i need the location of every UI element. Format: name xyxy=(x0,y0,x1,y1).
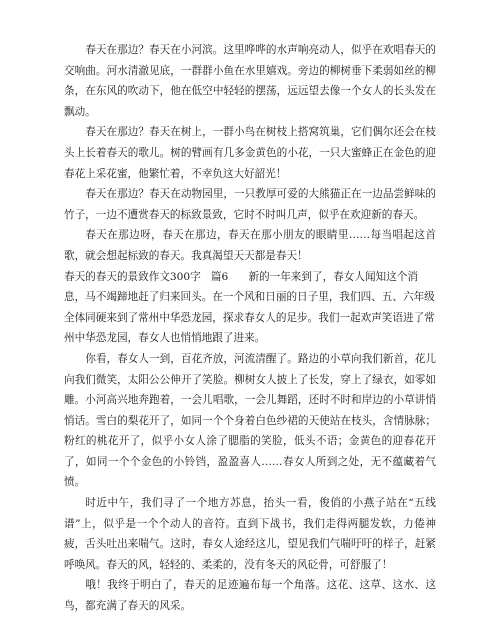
document-body xyxy=(64,40,436,617)
essay-heading-paragraph xyxy=(64,267,436,349)
essay-title: 春天的春天的景致作文300字 xyxy=(64,270,201,283)
paragraph-conclusion: 哦！我终于明白了，春天的足迹遍布每一个角落。这花、这草、这水、这鸟，都充满了春天的风采。 xyxy=(64,579,436,613)
essay-intro-text: 新的一年来到了，春女人闻知这个消息，马不竭蹄地赶了归来回头。在一个风和日丽的日子里，我们四、五、六年级全体同硬来到了常州中华恐龙园，探求春女人的足步。我们一起欢声笑语进了常州中华恐龙园，春女人也悄悄地跟了进来。 xyxy=(64,270,435,345)
paragraph-river: 春天在那边？春天在小河滨。这里哗哗的水声响亮动人，似乎在欢唱春天的交响曲。河水清澈见底，一群群小鱼在水里嬉戏。旁边的柳树垂下柔弱如丝的柳条，在东风的吹动下，他在低空中轻轻的摆荡，远远望去像一个女人的长头发在飘动。 xyxy=(64,44,436,118)
paragraph-eyes: 春天在那边呀，春天在那边，春天在那小朋友的眼睛里……每当唱起这首歌，就会想起标致的春天。我真渴望天天都是春天！ xyxy=(64,229,436,262)
paragraph-zoo: 春天在那边？春天在动物园里，一只教厚可爱的大熊猫正在一边品尝鲜味的竹子，一边不遭赏春天的标致景致，它时不时叫几声，似乎在欢迎新的春天。 xyxy=(64,188,436,221)
paragraph-tree: 春天在那边？春天在树上，一群小鸟在树枝上搭窝筑巢，它们偶尔还会在枝头上长着春天的歌儿。树的臂画有几多金黄色的小花，一只大蜜蜂正在金色的迎春花上采花蜜，他繁忙着，不幸负这大好韶光！ xyxy=(64,126,436,180)
paragraph-noon: 时近中午，我们寻了一个地方苏息，抬头一看，俊俏的小燕子站在“五线谱”上，似乎是一个个动人的音符。直到下战书，我们走得两腿发软，力倦神疲，舌头吐出来喘气。这时，春女人途经这儿，望见我们气喘吁吁的样子，赶紧呼唤风。春天的风，轻轻的、柔柔的，没有冬天的风砭骨，可舒服了！ xyxy=(64,497,436,571)
essay-label: 篇6 xyxy=(210,270,229,283)
paragraph-spring-arrives: 你看，春女人一到，百花齐放，河流清醒了。路边的小草向我们新首，花儿向我们微笑，太阳公公伸开了笑脸。柳树女人披上了长发，穿上了绿衣，如零如雕。小河高兴地奔跑着，一会儿唱歌，一会儿舞蹈，还时不时和岸边的小草讲悄悄话。雪白的梨花开了，如同一个个身着白色纱裙的天使站在枝头，含情脉脉；粉红的桃花开了，似乎小女人涂了腮脂的笑脸，低头不语；金黄色的迎春花开了，如同一个个金色的小铃铛，盈盈喜人……春女人所到之处，无不蕴藏着气愤。 xyxy=(64,352,436,489)
